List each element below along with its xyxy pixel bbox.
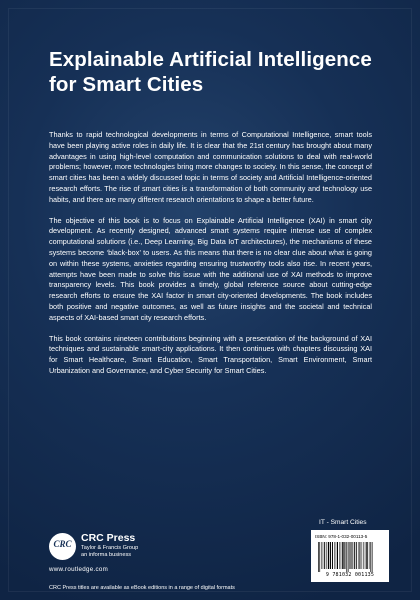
barcode-bar — [330, 542, 331, 569]
barcode-bar — [321, 542, 322, 569]
barcode-bar — [354, 542, 355, 569]
barcode-bar — [363, 542, 364, 569]
barcode-bar — [359, 542, 360, 569]
description-paragraph-2: The objective of this book is to focus on Explainable Artificial Intelligence (XAI) in smart city development. As recently designed, advanced smart systems require intense use of complex computational solutions (i.e., Deep Learning, Big Data IoT architectures), the mechanisms of these systems become ‘black-box’ to users. As this means that there is no clear clue about what is going on within these systems, anxieties regarding ensuring trustworthy tools also rise. In recent years, attempts have been made to solve this issue with the additional use of XAI methods to improve transparency levels. This book provides a timely, global reference source about cutting-edge research efforts to ensure the XAI factor in smart city-oriented developments. The book includes both positive and negative outcomes, as well as future insights and the societal and technical aspects of XAI-based smart city research efforts. — [49, 215, 372, 322]
barcode-bar — [365, 542, 366, 569]
publisher-website: www.routledge.com — [49, 566, 109, 573]
barcode-bar — [319, 542, 320, 572]
barcode-bar — [323, 542, 324, 569]
barcode-bar — [356, 542, 357, 569]
ebook-note: CRC Press titles are available as eBook editions in a range of digital formats — [49, 585, 235, 591]
barcode-number: 9 781032 001135 — [325, 572, 375, 578]
barcode-panel — [311, 530, 389, 582]
barcode-bar — [332, 542, 333, 569]
publisher-name: CRC Press — [81, 532, 136, 544]
barcode-bar — [344, 542, 345, 569]
barcode-bar — [369, 542, 370, 569]
barcode-bar — [328, 542, 329, 569]
barcode-bar — [326, 542, 327, 569]
barcode-bar — [370, 542, 371, 572]
barcode-bar — [348, 542, 349, 572]
crc-logo-text: CRC — [53, 539, 72, 549]
barcode-bar — [366, 542, 367, 569]
isbn-label: ISBN: 978-1-032-00113-5 — [315, 534, 368, 539]
book-title: Explainable Artificial Intelligence for Smart Cities — [49, 48, 372, 96]
barcode-bar — [349, 542, 350, 569]
subject-category: IT - Smart Cities — [319, 519, 367, 526]
barcode-bar — [336, 542, 337, 569]
barcode-bar — [362, 542, 363, 569]
barcode-bar — [372, 542, 373, 572]
publisher-logo — [49, 530, 169, 566]
description-paragraph-3: This book contains nineteen contributions beginning with a presentation of the background of XAI techniques and sustainable smart-city applications. It then continues with chapters discussing XAI for Smart Healthcare, Smart Education, Smart Transportation, Smart Environment, Smart Urbanization and Governance, and Cyber Security for Smart Cities. — [49, 333, 372, 375]
barcode-icon — [317, 542, 383, 572]
book-description — [49, 130, 372, 387]
barcode-bar — [324, 542, 325, 569]
barcode-bar — [341, 542, 342, 569]
barcode-bar — [351, 542, 352, 569]
barcode-bar — [346, 542, 347, 572]
barcode-bar — [339, 542, 340, 569]
barcode-bar — [337, 542, 338, 569]
barcode-bar — [318, 542, 319, 572]
barcode-bar — [334, 542, 335, 569]
description-paragraph-1: Thanks to rapid technological developments in terms of Computational Intelligence, smart tools have been playing active roles in daily life. It is clear that the 21st century has brought about many advantages in using high-level computation and communication solutions to deal with real-world problems; however, more technologies bring more changes to society. In this sense, the concept of smart cities has been a widely discussed topic in terms of society and Artificial Intelligence-oriented research efforts. The rise of smart cities is a transformation of both community and technology use habits, and there are many different research orientations to shape a better future. — [49, 130, 372, 204]
publisher-tagline: an informa business — [81, 552, 132, 558]
publisher-group: Taylor & Francis Group — [81, 545, 139, 551]
barcode-bar — [358, 542, 359, 569]
barcode-bar — [342, 542, 343, 569]
barcode-bar — [353, 542, 354, 569]
